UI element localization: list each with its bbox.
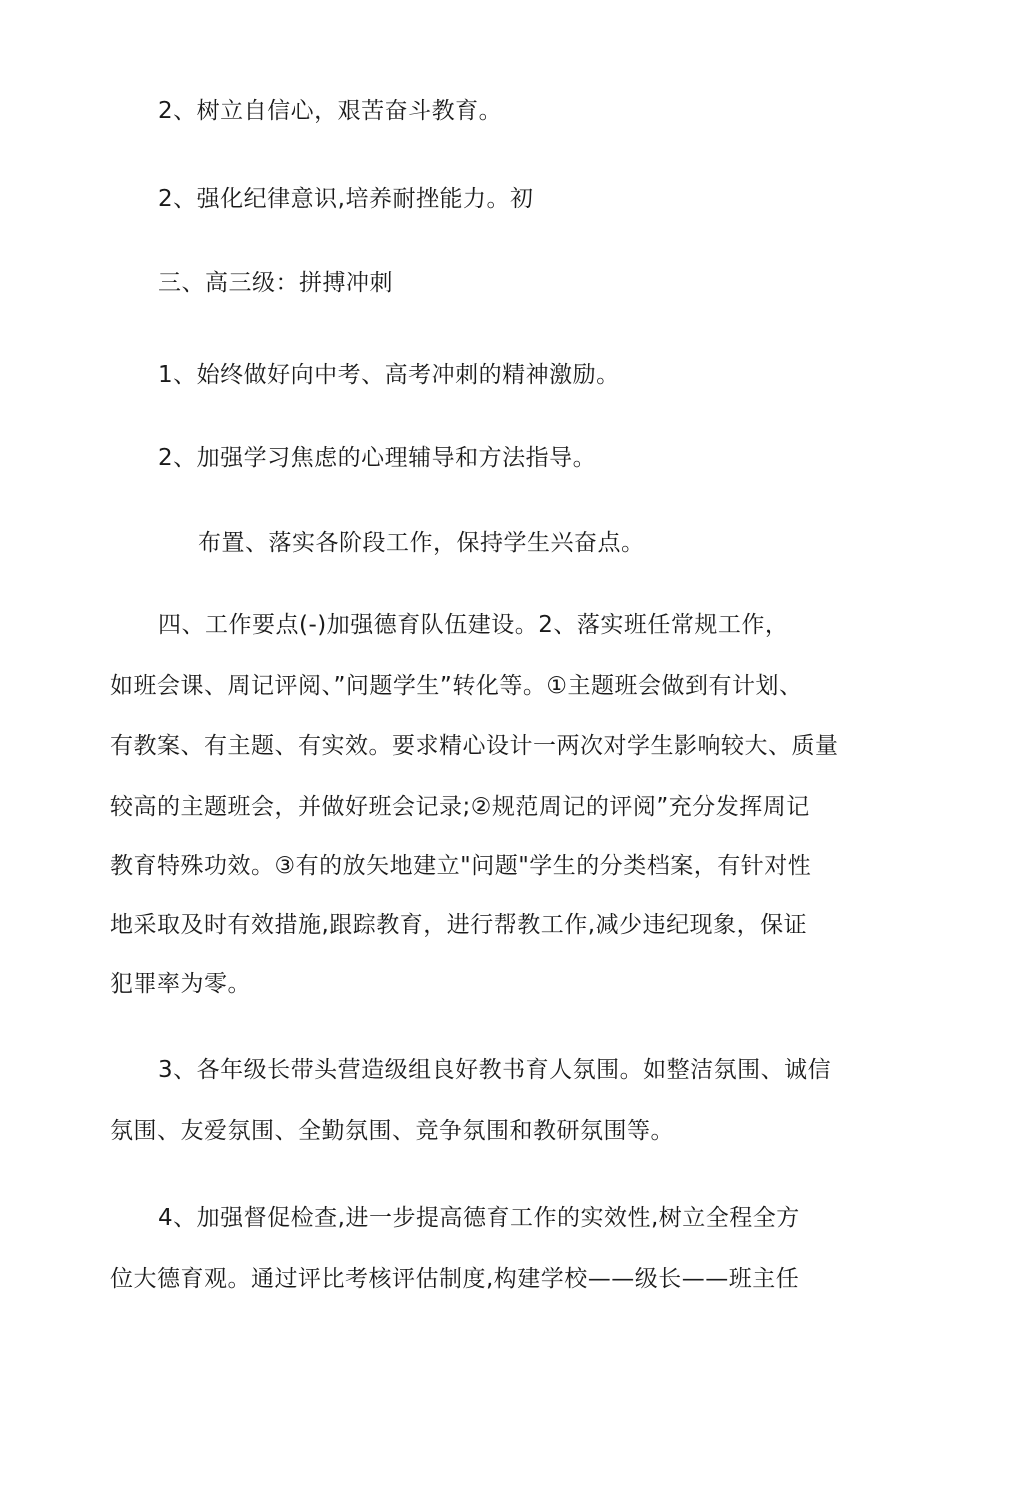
- text-line: 布置、落实各阶段工作，保持学生兴奋点。: [198, 530, 645, 556]
- text-line: 教育特殊功效。③有的放矢地建立"问题"学生的分类档案，有针对性: [110, 853, 812, 879]
- text-line: 2、树立自信心，艰苦奋斗教育。: [158, 98, 503, 124]
- text-line: 较高的主题班会，并做好班会记录;②规范周记的评阅”充分发挥周记: [110, 794, 810, 820]
- text-line: 4、加强督促检查,进一步提高德育工作的实效性,树立全程全方: [158, 1205, 800, 1231]
- section-heading: 三、高三级：拼搏冲刺: [158, 270, 393, 296]
- text-line: 1、始终做好向中考、高考冲刺的精神激励。: [158, 362, 620, 388]
- text-line: 有教案、有主题、有实效。要求精心设计一两次对学生影响较大、质量: [110, 733, 839, 759]
- section-heading: 四、工作要点(-)加强德育队伍建设。2、落实班任常规工作，: [158, 612, 789, 638]
- text-line: 地采取及时有效措施,跟踪教育，进行帮教工作,减少违纪现象，保证: [110, 912, 808, 938]
- text-line: 3、各年级长带头营造级组良好教书育人氛围。如整洁氛围、诚信: [158, 1057, 832, 1083]
- text-line: 2、强化纪律意识,培养耐挫能力。初: [158, 186, 534, 212]
- text-line: 位大德育观。通过评比考核评估制度,构建学校——级长——班主任: [110, 1266, 800, 1292]
- text-line: 犯罪率为零。: [110, 971, 251, 997]
- text-line: 氛围、友爱氛围、全勤氛围、竞争氛围和教研氛围等。: [110, 1118, 674, 1144]
- text-line: 2、加强学习焦虑的心理辅导和方法指导。: [158, 445, 597, 471]
- text-line: 如班会课、周记评阅、”问题学生”转化等。①主题班会做到有计划、: [110, 673, 803, 699]
